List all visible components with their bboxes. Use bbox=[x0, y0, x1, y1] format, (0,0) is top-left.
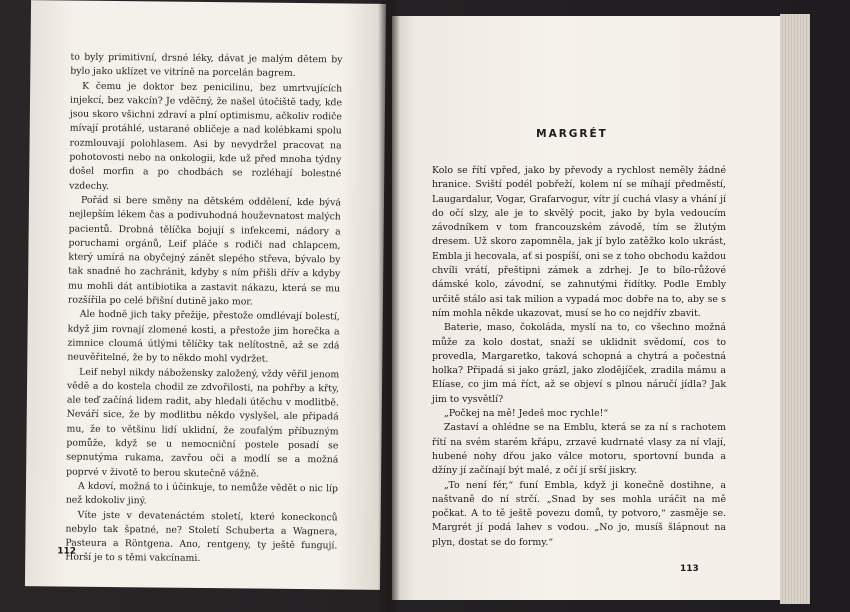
left-page bbox=[25, 0, 386, 590]
paragraph: „To není fér,“ funí Embla, když ji konečně dostihne, a naštvaně do ní strčí. „Snad by ses mohla uráčit na mě počkat. A to tě ještě povezu domů, ty potvoro,“ zasměje se. Margrét jí podá lahev s vodou. „No jo, musíš šlápnout na plyn, dostat se do formy.“ bbox=[432, 479, 726, 548]
paragraph: A kdoví, možná to i účinkuje, to nemůže vědět o nic líp než kdokoliv jiný. bbox=[65, 480, 339, 507]
page-number-left: 112 bbox=[57, 546, 77, 557]
paragraph: Zastaví a ohlédne se na Emblu, která se za ní s rachotem řítí na svém starém křápu, zrzavé kudrnaté vlasy za ní vlají, hubené nohy dřou jako válce motoru, sportovní bunda a džíny jí začínají být malé, z očí jí srší jiskry. bbox=[432, 422, 726, 477]
paragraph: Baterie, maso, čokoláda, myslí na to, co všechno možná může za kolo dostat, snaží se uklidnit svědomí, cos to provedla, Margaretko, taková schopná a chytrá a počestná holka? Připadá si jako grázl, jako zlodějíček, zradila mámu a Elíase, co jim má říct, až se objeví s plnou náručí jídla? Jak jim to vysvětlí? bbox=[432, 322, 726, 405]
paragraph: Kolo se řítí vpřed, jako by převody a rychlost neměly žádné hranice. Sviští podél pobřeží, kolem ní se míhají předměstí, Laugardalur, Vogar, Grafarvogur, vítr jí cuchá vlasy a vhání jí do očí slzy, ale je to skvělý pocit, jako by byla vedoucím závodníkem v tom francouzském závodě, tím se žlutým dresem. Už skoro zapomněla, jak jí bylo zatěžko kolo ukrást, Embla ji hecovala, ať si pospíší, oni se z toho obchodu každou chvíli vrátí, přeštipni zámek a zdrhej. Je to bílo-růžové dámské kolo, závodní, se zahnutými řidítky. Podle Embly určitě stálo asi tak milion a vypadá moc dobře na to, aby se s ním mohla někde ukazovat, musí se ho co nejdřív zbavit. bbox=[432, 165, 726, 319]
paragraph: K čemu je doktor bez penicilinu, bez umrtvujících injekcí, bez vakcín? Je vděčný, že našel útočiště tady, kde jsou skoro všichni zdraví a plní optimismu, ačkoliv rodiče mívají protáhlé, ustarané obličeje a nad kolébkami spolu rozmlouvají polohlasem. Asi by nevydržel pracovat na pohotovosti nebo na onkologii, kde už před mnoha týdny došel morfin a po chodbách se rozléhají bolestné vzdechy. bbox=[69, 80, 343, 192]
paragraph: Pořád si bere směny na dětském oddělení, kde bývá nejlepším lékem čas a podivuhodná houževnatost malých pacientů. Drobná tělíčka bojují s infekcemi, nádory a poruchami orgánů, Leif pláče s rodiči nad chlapcem, který umírá na obyčejný zánět slepého střeva, bývalo by tak snadné ho zachránit, kdyby s ním přišli dřív a kdyby mu mohli dát antibiotika a zastavit nákazu, která se mu rozšířila po celé břišní dutině jako mor. bbox=[67, 194, 342, 308]
page-number-right: 113 bbox=[680, 564, 699, 574]
right-page bbox=[392, 16, 780, 600]
paragraph: Víte jste v devatenáctém století, které koneckonců nebylo tak špatné, ne? Století Schuberta a Wagnera, Pasteura a Röntgena. Ano, rentgeny, ty ještě fungují. Horší je to s těmi vakcínami. bbox=[65, 509, 338, 565]
left-page-text bbox=[65, 51, 342, 569]
right-page-text bbox=[432, 164, 726, 550]
book-spine bbox=[378, 0, 400, 612]
page-edges bbox=[780, 14, 810, 604]
paragraph: Leif nebyl nikdy nábožensky založený, vždy věřil jenom vědě a do kostela chodil ze zdvořilosti, na pohřby a křty, ale teď začíná lidem radit, aby hledali útěchu v modlitbě. Neváří sice, že by modlitbu někdo vyslyšel, ale připadá mu, že to většinu lidí uklidní, že zoufalým příbuzným pomůže, když se u nemocniční postele posadí se sepnutýma rukama, zavřou oči a modlí se a možná poprvé v životě to berou skutečně vážně. bbox=[66, 366, 340, 480]
paragraph: Ale hodně jich taky přežije, přestože omdlévají bolestí, když jim rovnají zlomené kosti, a přestože jim horečka a zimnice cloumá útlými tělíčky tak nelítostně, až se zdá neuvěřitelné, že by to někdo mohl vydržet. bbox=[67, 309, 340, 365]
paragraph: „Počkej na mě! Jedeš moc rychle!“ bbox=[444, 408, 609, 420]
chapter-title: MARGRÉT bbox=[536, 128, 608, 140]
paragraph: to byly primitivní, drsné léky, dávat je malým dětem by bylo jako uklízet ve vitríně na porcelán bagrem. bbox=[70, 51, 343, 80]
